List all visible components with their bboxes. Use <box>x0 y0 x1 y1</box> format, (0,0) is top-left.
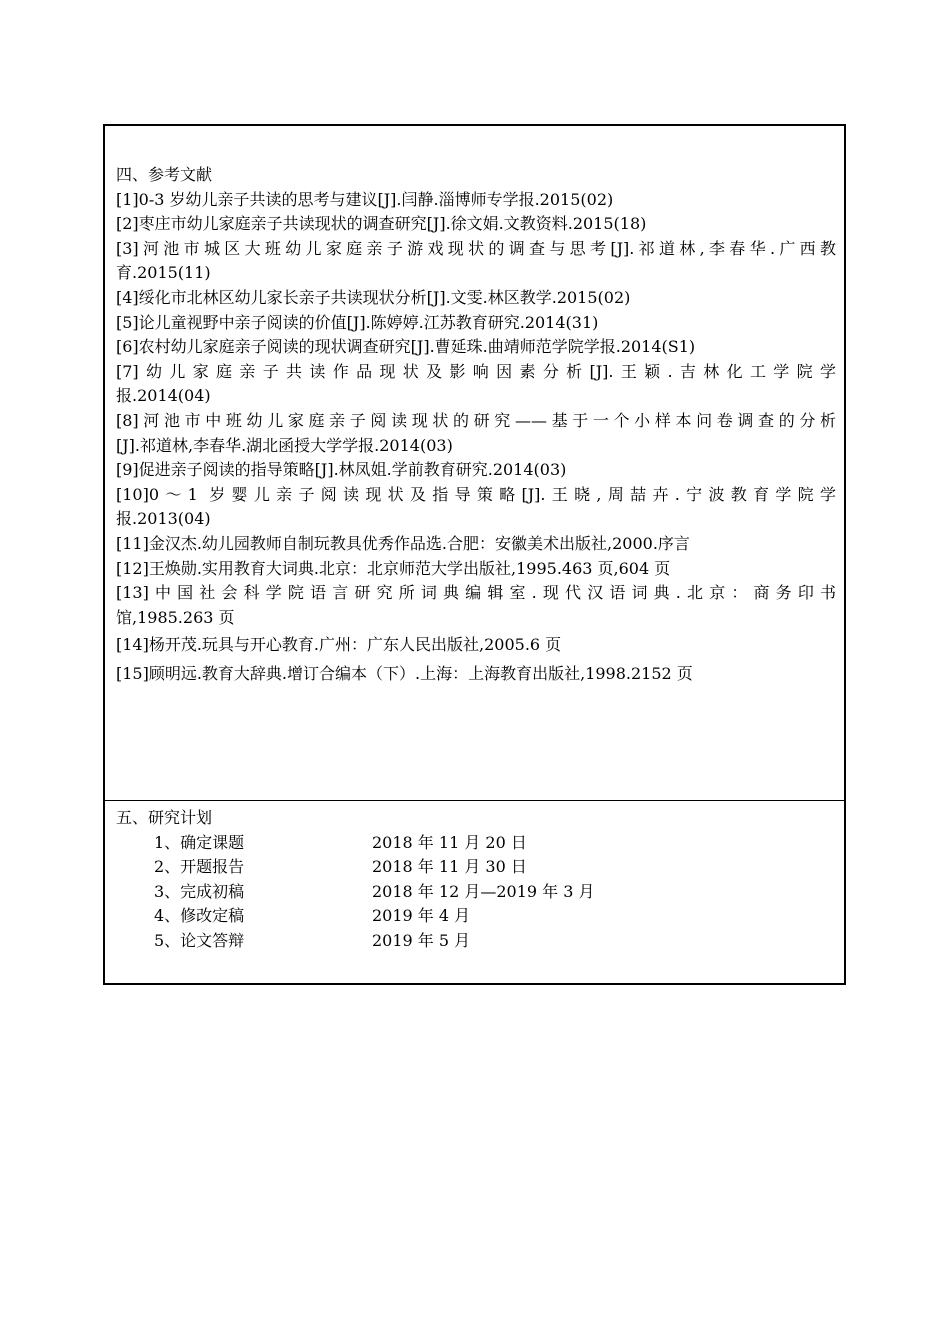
reference-item-8-line-2: [J].祁道林,李春华.湖北函授大学学报.2014(03) <box>116 435 453 455</box>
reference-item-8-line-1: [8]河池市中班幼儿家庭亲子阅读现状的研究——基于一个小样本问卷调查的分析 <box>116 410 836 430</box>
plan-task: 1、确定课题 <box>154 832 245 852</box>
reference-item-3-line-2: 育.2015(11) <box>116 263 211 283</box>
proposal-table <box>103 124 846 985</box>
research-plan-section <box>105 801 844 983</box>
plan-date: 2018 年 12 月—2019 年 3 月 <box>372 881 595 901</box>
plan-date: 2019 年 5 月 <box>372 930 471 950</box>
plan-row <box>116 831 836 856</box>
plan-task: 4、修改定稿 <box>154 906 245 926</box>
reference-item-3-line-1: [3]河池市城区大班幼儿家庭亲子游戏现状的调查与思考[J].祁道林,李春华.广西教 <box>116 238 836 258</box>
reference-item-6: [6]农村幼儿家庭亲子阅读的现状调查研究[J].曹延珠.曲靖师范学院学报.2014(S1) <box>116 337 696 357</box>
reference-item-12: [12]王焕勋.实用教育大词典.北京：北京师范大学出版社,1995.463 页,604 页 <box>116 558 671 578</box>
plan-date: 2018 年 11 月 30 日 <box>372 857 527 877</box>
reference-item-5: [5]论儿童视野中亲子阅读的价值[J].陈婷婷.江苏教育研究.2014(31) <box>116 312 599 332</box>
plan-row <box>116 929 836 954</box>
plan-task: 5、论文答辩 <box>154 930 245 950</box>
reference-item-14: [14]杨开茂.玩具与开心教育.广州：广东人民出版社,2005.6 页 <box>116 635 562 655</box>
plan-task: 2、开题报告 <box>154 857 245 877</box>
reference-item-13-line-1: [13]中国社会科学院语言研究所词典编辑室.现代汉语词典.北京：商务印书 <box>116 583 836 603</box>
plan-date: 2018 年 11 月 20 日 <box>372 832 527 852</box>
references-section <box>105 126 844 801</box>
reference-item-11: [11]金汉杰.幼儿园教师自制玩教具优秀作品选.合肥：安徽美术出版社,2000.序言 <box>116 533 690 553</box>
reference-item-1: [1]0-3 岁幼儿亲子共读的思考与建议[J].闫静.淄博师专学报.2015(02) <box>116 189 614 209</box>
reference-item-2: [2]枣庄市幼儿家庭亲子共读现状的调查研究[J].徐文娟.文教资料.2015(18) <box>116 214 647 234</box>
plan-row <box>116 880 836 905</box>
references-heading: 四、参考文献 <box>116 165 213 184</box>
plan-task: 3、完成初稿 <box>154 881 245 901</box>
reference-item-13-line-2: 馆,1985.263 页 <box>116 607 235 627</box>
reference-item-15: [15]顾明远.教育大辞典.增订合编本（下）.上海：上海教育出版社,1998.2152 页 <box>116 663 693 683</box>
plan-row <box>116 855 836 880</box>
reference-item-10-line-2: 报.2013(04) <box>116 509 211 529</box>
plan-row <box>116 904 836 929</box>
reference-item-7-line-1: [7]幼儿家庭亲子共读作品现状及影响因素分析[J].王颖.吉林化工学院学 <box>116 361 836 381</box>
reference-item-10-line-1: [10]0～1 岁婴儿亲子阅读现状及指导策略[J].王晓,周喆卉.宁波教育学院学 <box>116 484 836 504</box>
reference-item-7-line-2: 报.2014(04) <box>116 386 211 406</box>
reference-item-4: [4]绥化市北林区幼儿家长亲子共读现状分析[J].文雯.林区教学.2015(02) <box>116 287 631 307</box>
plan-heading: 五、研究计划 <box>116 808 213 827</box>
plan-date: 2019 年 4 月 <box>372 906 471 926</box>
reference-item-9: [9]促进亲子阅读的指导策略[J].林凤姐.学前教育研究.2014(03) <box>116 460 567 480</box>
